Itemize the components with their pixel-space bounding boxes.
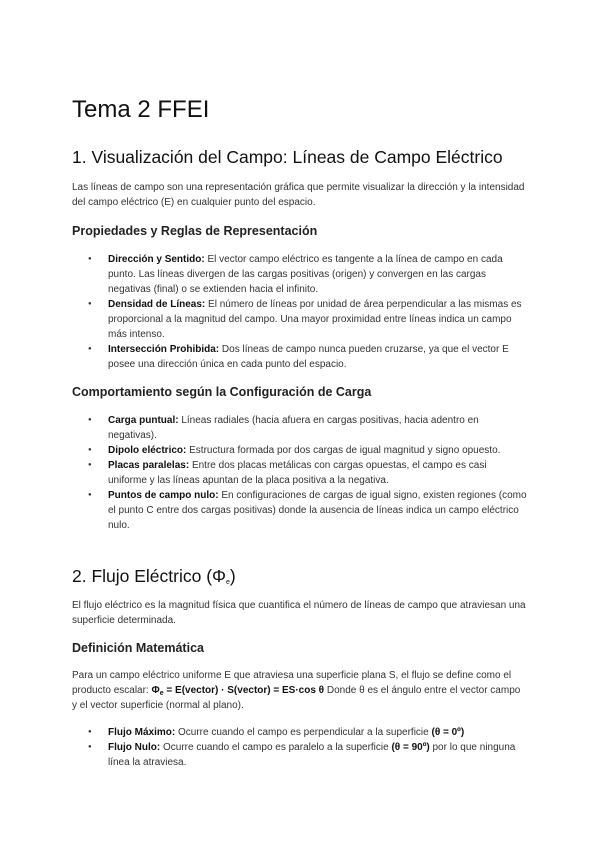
list-item: ● Puntos de campo nulo: En configuraciones de cargas de igual signo, existen regiones (como el punto C entre dos cargas positivas) donde la ausencia de líneas indica un campo eléctrico nulo. bbox=[72, 488, 528, 533]
list-item: ● Placas paralelas: Entre dos placas metálicas con cargas opuestas, el campo es casi uniforme y las líneas apuntan de la placa positiva a la negativa. bbox=[72, 458, 528, 488]
flux-formula: $\Phi_e$ = E(vector) · S(vector) = ES·cos θ bbox=[151, 685, 325, 697]
document-title: Tema 2 FFEI bbox=[72, 96, 210, 123]
section-1-heading: 1. Visualización del Campo: Líneas de Campo Eléctrico bbox=[72, 147, 503, 167]
math-definition-heading: Definición Matemática bbox=[72, 641, 204, 655]
list-item: ● Flujo Nulo: Ocurre cuando el campo es paralelo a la superficie (θ = 90º) por lo que ninguna línea la atraviesa. bbox=[72, 740, 528, 770]
properties-heading: Propiedades y Reglas de Representación bbox=[72, 224, 318, 238]
configuration-heading: Comportamiento según la Configuración de Carga bbox=[72, 385, 372, 399]
list-item: ● Carga puntual: Líneas radiales (hacia afuera en cargas positivas, hacia adentro en negativas). bbox=[72, 413, 528, 443]
list-item: ● Densidad de Líneas: El número de líneas por unidad de área perpendicular a las mismas es proporcional a la magnitud del campo. Una mayor proximidad entre líneas indica un campo más intenso. bbox=[72, 297, 528, 342]
list-item: ● Dipolo eléctrico: Estructura formada por dos cargas de igual magnitud y signo opuesto. bbox=[72, 443, 528, 458]
section-2-intro: El flujo eléctrico es la magnitud física que cuantifica el número de líneas de campo que atraviesan una superficie determinada. bbox=[72, 600, 526, 626]
flux-cases-list bbox=[72, 725, 528, 770]
section-2-heading: 2. Flujo Eléctrico $(\Phi_e)$ bbox=[72, 566, 236, 586]
list-item: ● Dirección y Sentido: El vector campo eléctrico es tangente a la línea de campo en cada punto. Las líneas divergen de las cargas positivas (origen) y convergen en las cargas negativas (final) o se extienden hacia el infinito. bbox=[72, 252, 528, 297]
section-1-intro: Las líneas de campo son una representación gráfica que permite visualizar la dirección y la intensidad del campo eléctrico (E) en cualquier punto del espacio. bbox=[72, 182, 525, 208]
list-item: ● Flujo Máximo: Ocurre cuando el campo es perpendicular a la superficie (θ = 0º) bbox=[72, 725, 528, 740]
properties-list bbox=[72, 252, 528, 372]
configuration-list bbox=[72, 413, 528, 533]
math-definition-paragraph: Para un campo eléctrico uniforme E que atraviesa una superficie plana S, el flujo se define como el producto escalar: $\Phi_e$ = E(vector) · S(vector) = ES·cos θ Donde θ es el ángulo entre el vector campo y el vector superficie (normal al plano). bbox=[72, 670, 521, 711]
list-item: ● Intersección Prohibida: Dos líneas de campo nunca pueden cruzarse, ya que el vector E posee una dirección única en cada punto del espacio. bbox=[72, 342, 528, 372]
